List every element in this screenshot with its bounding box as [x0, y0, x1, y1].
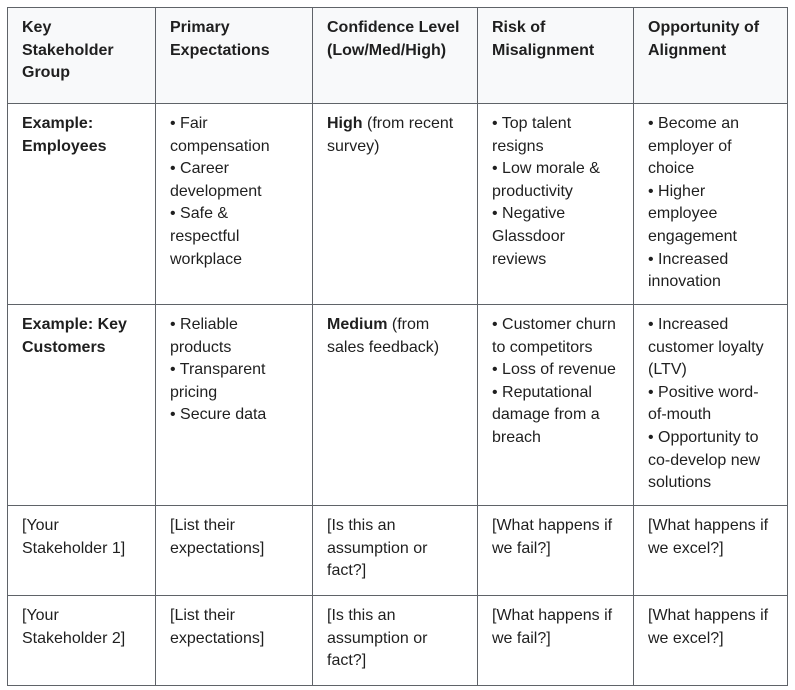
list-item: • Become an employer of choice	[648, 115, 739, 178]
cell-risks: [What happens if we fail?]	[478, 596, 634, 686]
cell-group: Example: Key Customers	[8, 305, 156, 506]
confidence-level: High	[327, 115, 363, 132]
cell-opportunities	[634, 305, 788, 506]
cell-group: [Your Stakeholder 1]	[8, 506, 156, 596]
list-item: • Opportunity to co-develop new solutions	[648, 428, 761, 492]
cell-expectations: [List their expectations]	[156, 596, 313, 686]
list-item: • Transparent pricing	[170, 361, 266, 401]
stakeholder-alignment-table	[7, 7, 788, 686]
confidence-level: Medium	[327, 316, 388, 333]
header-key-stakeholder-group: Key Stakeholder Group	[8, 8, 156, 104]
list-item: • Low morale & productivity	[492, 160, 600, 200]
cell-group: Example: Employees	[8, 104, 156, 305]
table-row-stakeholder-1	[8, 506, 788, 596]
list-item: • Reputational damage from a breach	[492, 383, 600, 446]
cell-opportunities: [What happens if we excel?]	[634, 506, 788, 596]
cell-confidence: [Is this an assumption or fact?]	[313, 596, 478, 686]
cell-risks: [What happens if we fail?]	[478, 506, 634, 596]
confidence-note: (from sales feedback)	[327, 316, 440, 356]
list-item: • Increased innovation	[648, 250, 729, 291]
cell-confidence	[313, 104, 478, 305]
cell-confidence	[313, 305, 478, 506]
cell-expectations	[156, 104, 313, 305]
list-item: • Safe & respectful workplace	[170, 205, 243, 268]
list-item: • Loss of revenue	[492, 361, 616, 379]
header-opportunity-of-alignment: Opportunity of Alignment	[634, 8, 788, 104]
cell-group: [Your Stakeholder 2]	[8, 596, 156, 686]
list-item: • Higher employee engagement	[648, 182, 737, 245]
cell-opportunities	[634, 104, 788, 305]
table-row-employees	[8, 104, 788, 305]
list-item: • Negative Glassdoor reviews	[492, 205, 566, 268]
list-item: • Reliable products	[170, 316, 238, 356]
stakeholder-table-container	[7, 7, 787, 686]
list-item: • Customer churn to competitors	[492, 316, 616, 356]
table-row-key-customers	[8, 305, 788, 506]
list-item: • Increased customer loyalty (LTV)	[648, 316, 764, 379]
list-item: • Career development	[170, 160, 262, 200]
list-item: • Secure data	[170, 406, 267, 424]
cell-confidence: [Is this an assumption or fact?]	[313, 506, 478, 596]
list-item: • Top talent resigns	[492, 115, 572, 155]
table-header-row	[8, 8, 788, 104]
confidence-note: (from recent survey)	[327, 115, 454, 155]
header-risk-of-misalignment: Risk of Misalignment	[478, 8, 634, 104]
header-confidence-level: Confidence Level (Low/Med/High)	[313, 8, 478, 104]
cell-risks	[478, 305, 634, 506]
table-row-stakeholder-2	[8, 596, 788, 686]
cell-expectations: [List their expectations]	[156, 506, 313, 596]
cell-expectations	[156, 305, 313, 506]
header-primary-expectations: Primary Expectations	[156, 8, 313, 104]
cell-risks	[478, 104, 634, 305]
list-item: • Positive word-of-mouth	[648, 383, 759, 424]
cell-opportunities: [What happens if we excel?]	[634, 596, 788, 686]
list-item: • Fair compensation	[170, 115, 270, 155]
